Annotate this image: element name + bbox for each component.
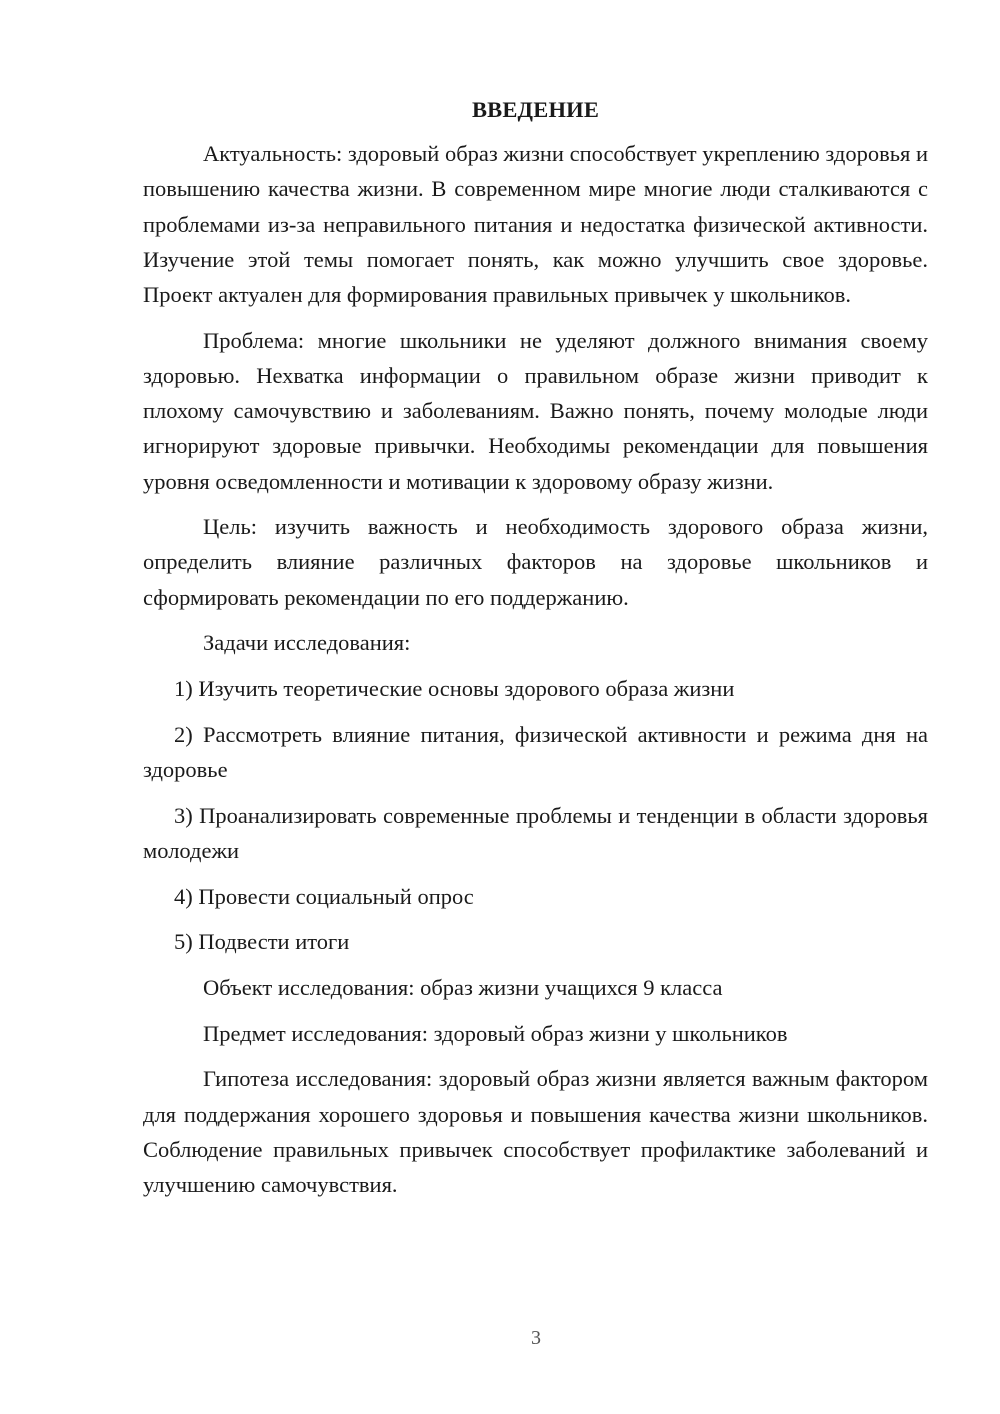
document-page: [143, 92, 928, 1213]
task-item: 5) Подвести итоги: [174, 929, 350, 955]
hypothesis-paragraph: Гипотеза исследования: здоровый образ жизни является важным фактором для поддержания хорошего здоровья и повышения качества жизни школьников. Соблюдение правильных привычек способствует профилактике заболеваний и улучшению самочувствия.: [143, 1066, 928, 1197]
page-number: 3: [531, 1327, 541, 1349]
task-item: 3) Проанализировать современные проблемы и тенденции в области здоровья молодежи: [143, 802, 928, 863]
research-subject: Предмет исследования: здоровый образ жизни у школьников: [203, 1020, 788, 1046]
tasks-heading: Задачи исследования:: [203, 630, 411, 656]
relevance-paragraph: Актуальность: здоровый образ жизни способствует укреплению здоровья и повышению качества жизни. В современном мире многие люди сталкиваются с проблемами из-за неправильного питания и недостатка физической активности. Изучение этой темы помогает понять, как можно улучшить свое здоровье. Проект актуален для формирования правильных привычек у школьников.: [143, 141, 928, 308]
tasks-list: [143, 671, 928, 959]
task-item: 1) Изучить теоретические основы здорового образа жизни: [174, 676, 735, 702]
problem-paragraph: Проблема: многие школьники не уделяют должного внимания своему здоровью. Нехватка информации о правильном образе жизни приводит к плохому самочувствию и заболеваниям. Важно понять, почему молодые люди игнорируют здоровые привычки. Необходимы рекомендации для повышения уровня осведомленности и мотивации к здоровому образу жизни.: [143, 327, 928, 494]
page-title: ВВЕДЕНИЕ: [471, 97, 600, 122]
research-object: Объект исследования: образ жизни учащихся 9 класса: [203, 974, 723, 1000]
goal-paragraph: Цель: изучить важность и необходимость здорового образа жизни, определить влияние различных факторов на здоровье школьников и сформировать рекомендации по его поддержанию.: [143, 514, 928, 610]
task-item: 4) Провести социальный опрос: [174, 883, 474, 909]
task-item: 2) Рассмотреть влияние питания, физической активности и режима дня на здоровье: [143, 721, 928, 782]
